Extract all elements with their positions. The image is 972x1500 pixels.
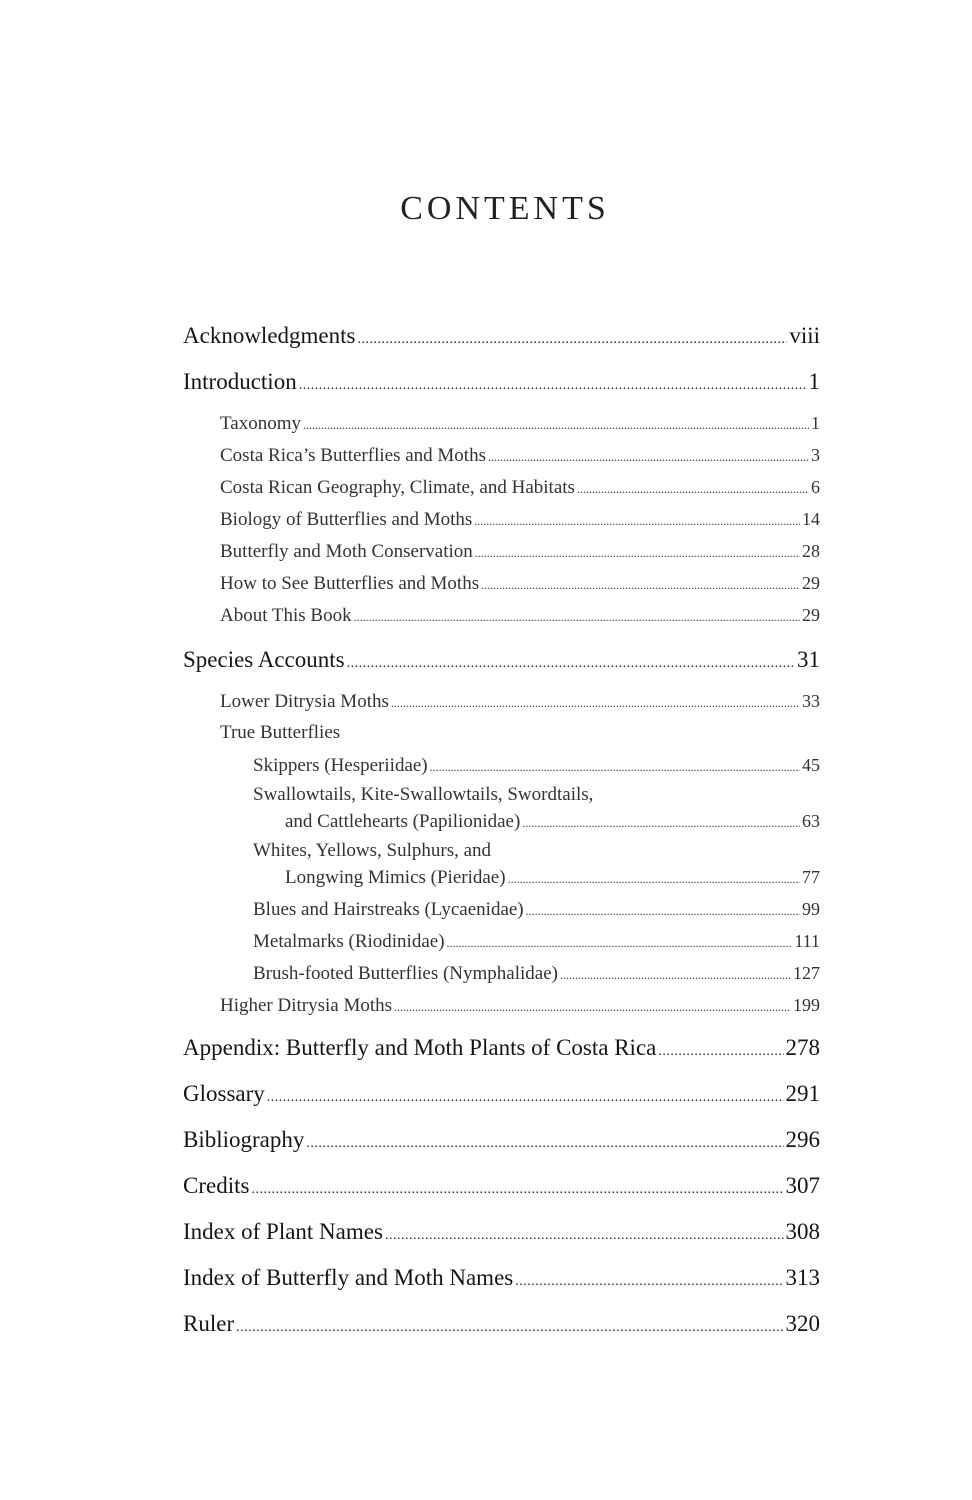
toc-label: Blues and Hairstreaks (Lycaenidae) [253,899,524,920]
toc-entry-conservation[interactable] [183,536,820,568]
toc-entry-geography[interactable] [183,472,820,504]
toc-page-number: 29 [802,605,820,625]
dot-leader [347,644,795,684]
toc-page-number: 6 [811,477,820,497]
dot-leader [391,688,800,718]
dot-leader [577,474,809,504]
dot-leader [560,960,791,990]
toc-label-line1: Whites, Yellows, Sulphurs, and [253,840,492,861]
dot-leader [354,602,800,632]
dot-leader [526,896,800,926]
toc-entry-swallowtails[interactable] [183,782,820,838]
dot-leader [303,410,809,440]
toc-label: Appendix: Butterfly and Moth Plants of Costa Rica [183,1035,657,1060]
toc-label: Skippers (Hesperiidae) [253,755,428,776]
toc-entry-brush-footed[interactable] [183,958,820,990]
toc-page-number: 29 [802,573,820,593]
dot-leader [475,538,800,568]
dot-leader [385,1216,784,1256]
toc-entry-about-this-book[interactable] [183,600,820,632]
dot-leader [481,570,800,600]
toc-label-line1: Swallowtails, Kite-Swallowtails, Swordtails, [253,784,594,805]
toc-entry-ruler[interactable] [183,1304,820,1350]
spacer [183,632,820,640]
toc-entry-costa-rica-butterflies[interactable] [183,440,820,472]
dot-leader [488,442,809,472]
toc-page-number: 33 [802,691,820,711]
toc-page-number: 63 [802,811,820,831]
toc-label: True Butterflies [220,722,341,743]
dot-leader [236,1308,783,1348]
toc-label: Credits [183,1173,250,1198]
toc-label: Index of Butterfly and Moth Names [183,1265,514,1290]
toc-entry-introduction[interactable] [183,362,820,408]
dot-leader [474,506,800,536]
dot-leader [447,928,793,958]
toc-page-number: 3 [811,445,820,465]
dot-leader [306,1124,783,1164]
dot-leader [430,752,800,782]
toc-entry-true-butterflies[interactable] [183,718,820,750]
toc-label: Brush-footed Butterflies (Nymphalidae) [253,963,558,984]
toc-label: Metalmarks (Riodinidae) [253,931,445,952]
toc-entry-higher-ditrysia[interactable] [183,990,820,1022]
toc-entry-glossary[interactable] [183,1074,820,1120]
toc-entry-bibliography[interactable] [183,1120,820,1166]
toc-label: Costa Rica’s Butterflies and Moths [220,445,486,466]
toc-page-number: 291 [785,1081,820,1106]
toc-page-number: 77 [802,867,820,887]
toc-entry-index-plants[interactable] [183,1212,820,1258]
dot-leader [251,1170,783,1210]
toc-label: About This Book [220,605,352,626]
toc-page-number: 1 [811,413,820,433]
toc-page-number: 31 [797,647,820,672]
toc-entry-index-butterflies[interactable] [183,1258,820,1304]
dot-leader [658,1032,783,1072]
toc-entry-acknowledgments[interactable] [183,316,820,362]
page-title: CONTENTS [400,190,610,227]
toc-entry-lower-ditrysia[interactable] [183,686,820,718]
toc-label: Glossary [183,1081,265,1106]
dot-leader [394,992,791,1022]
dot-leader [267,1078,784,1118]
toc-page-number: 296 [785,1127,820,1152]
dot-leader [357,320,787,360]
toc-label: Butterfly and Moth Conservation [220,541,473,562]
toc-entry-appendix[interactable] [183,1028,820,1074]
table-of-contents [183,316,820,1350]
toc-entry-biology[interactable] [183,504,820,536]
toc-label: Bibliography [183,1127,305,1152]
toc-entry-how-to-see[interactable] [183,568,820,600]
dot-leader [515,1262,783,1302]
toc-label-line2: and Cattlehearts (Papilionidae) [285,811,521,832]
toc-page-number: 307 [785,1173,820,1198]
toc-page-number: 127 [793,963,820,983]
toc-label: Lower Ditrysia Moths [220,691,389,712]
toc-page-number: 199 [793,995,820,1015]
toc-page-number: 99 [802,899,820,919]
toc-entry-taxonomy[interactable] [183,408,820,440]
toc-page-number: 28 [802,541,820,561]
toc-page-number: 320 [785,1311,820,1336]
toc-page-number: 14 [802,509,820,529]
toc-page-number: 1 [808,369,820,394]
toc-entry-species-accounts[interactable] [183,640,820,686]
toc-label: Index of Plant Names [183,1219,383,1244]
toc-label-line2: Longwing Mimics (Pieridae) [285,867,506,888]
toc-entry-blues[interactable] [183,894,820,926]
toc-label: Taxonomy [220,413,301,434]
dot-leader [522,810,800,836]
toc-label: Ruler [183,1311,235,1336]
toc-label: How to See Butterflies and Moths [220,573,480,594]
toc-entry-metalmarks[interactable] [183,926,820,958]
dot-leader [508,866,800,892]
toc-label: Costa Rican Geography, Climate, and Habitats [220,477,575,498]
toc-label: Biology of Butterflies and Moths [220,509,473,530]
toc-label: Species Accounts [183,647,345,672]
toc-label: Introduction [183,369,297,394]
toc-page-number: viii [789,323,820,348]
toc-entry-whites-yellows[interactable] [183,838,820,894]
toc-page-number: 278 [785,1035,820,1060]
toc-label: Higher Ditrysia Moths [220,995,393,1016]
toc-label: Acknowledgments [183,323,356,348]
toc-page-number: 308 [785,1219,820,1244]
toc-page-number: 313 [785,1265,820,1290]
toc-entry-credits[interactable] [183,1166,820,1212]
toc-page-number: 111 [794,931,820,951]
dot-leader [299,366,807,406]
toc-entry-skippers[interactable] [183,750,820,782]
toc-page-number: 45 [802,755,820,775]
